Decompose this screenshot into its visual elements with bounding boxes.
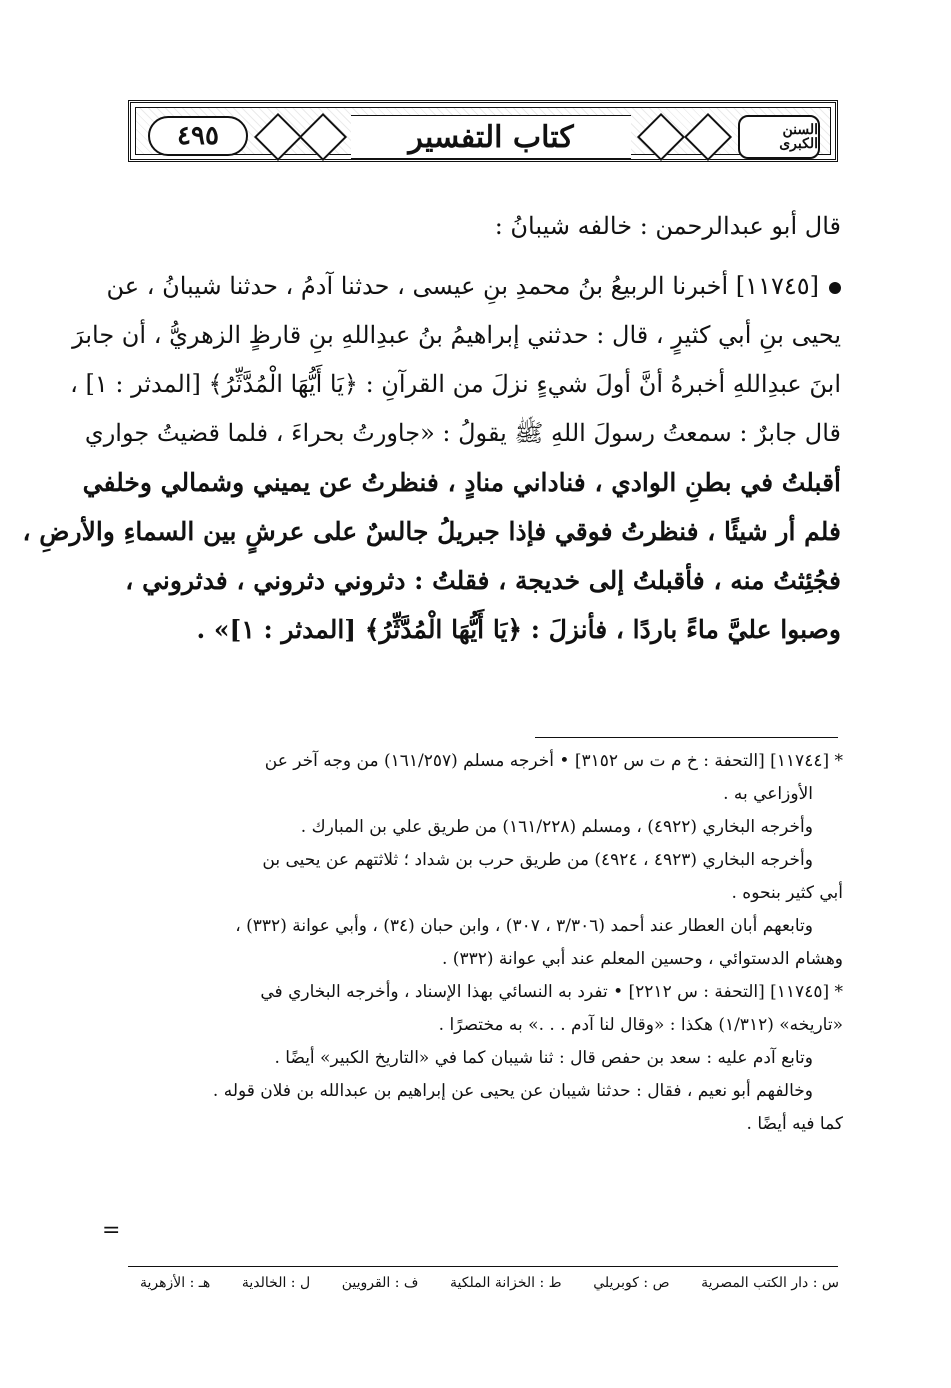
legend-item: ط : الخزانة الملكية [450,1275,562,1291]
page-number: ٤٩٥ [148,116,248,156]
page-header [128,100,838,162]
ornament-knot [299,113,347,161]
footnote-line: كما فيه أيضًا . [746,1114,843,1134]
footnote-line: * [١١٧٤٥] [التحفة : س ٢٢١٢] • تفرد به النسائي بهذا الإسناد ، وأخرجه البخاري في [260,982,843,1002]
hadith-line: فلم أر شيئًا ، فنظرتُ فوقي فإذا جبريلُ جالسٌ على عرشٍ بين السماءِ والأرضِ ، [22,517,841,546]
footnote-line: وهشام الدستوائي ، وحسين المعلم عند أبي عوانة (٣٣٢) . [441,949,843,969]
footnote-line: «تاريخه» (١/٣١٢) هكذا : «وقال لنا آدم . . .» به مختصرًا . [438,1015,843,1035]
manuscript-legend [140,1275,839,1291]
continuation-mark: = [102,1218,121,1243]
legend-rule [128,1266,838,1267]
legend-item: س : دار الكتب المصرية [701,1275,839,1291]
footnote-line: أبي كثير بنحوه . [731,883,843,903]
intro-line: قال أبو عبدالرحمن : خالفه شيبانُ : [494,212,841,240]
hadith-line: يحيى بنِ أبي كثيرٍ ، قال : حدثني إبراهيمُ بنُ عبدِاللهِ بنِ قارظٍ الزهريُّ ، أن جابرَ [72,321,841,349]
legend-item: ص : كوبريلي [593,1275,670,1291]
footnote-line: وأخرجه البخاري (٤٩٢٣ ، ٤٩٢٤) من طريق حرب بن شداد ؛ ثلاثتهم عن يحيى بن [262,850,813,870]
header-ornament [135,107,831,155]
footnote-line: وتابع آدم عليه : سعد بن حفص قال : ثنا شيبان كما في «التاريخ الكبير» أيضًا . [274,1048,813,1068]
ornament-knot [684,113,732,161]
main-text [22,200,841,654]
legend-item: ف : القرويين [341,1275,419,1291]
legend-item: ل : الخالدية [241,1275,311,1291]
hadith-line: فجُئِثتُ منه ، فأقبلتُ إلى خديجة ، فقلتُ : دثروني دثروني ، فدثروني ، [125,566,841,595]
legend-item: هـ : الأزهرية [140,1275,211,1291]
hadith-line: قال جابرٌ : سمعتُ رسولَ اللهِ ﷺ يقولُ : «جاورتُ بحراءَ ، فلما قضيتُ جواري [84,419,841,447]
hadith-line: أقبلتُ في بطنِ الوادي ، فناداني منادٍ ، فنظرتُ عن يميني وشمالي وخلفي [82,468,841,497]
footnote-line: الأوزاعي به . [723,784,813,804]
book-title: كتاب التفسير [351,115,631,159]
hadith-line: وصبوا عليَّ ماءً باردًا ، فأنزلَ : ﴿يَا أَيُّهَا الْمُدَّثِّرُ﴾ [المدثر : ١]» . [196,615,841,644]
footnote-line: وأخرجه البخاري (٤٩٢٢) ، ومسلم (١٦١/٢٢٨) من طريق علي بن المبارك . [300,817,813,837]
footnote-divider [535,737,838,738]
ornament-knot [254,113,302,161]
hadith-line: [١١٧٤٥] أخبرنا الربيعُ بنُ محمدِ بنِ عيسى ، حدثنا آدمُ ، حدثنا شيبانُ ، عن [125,262,841,311]
bullet-icon [829,282,841,294]
hadith-line: ابنَ عبدِاللهِ أخبرهُ أنَّ أولَ شيءٍ نزلَ من القرآنِ : ﴿يَا أَيُّهَا الْمُدَّثِّرُ﴾ [المدثر : ١] ، [70,370,841,398]
footnotes [125,745,843,1141]
series-seal: السنن الكبرى [738,115,820,159]
footnote-line: * [١١٧٤٤] [التحفة : خ م ت س ٣١٥٢] • أخرجه مسلم (١٦١/٢٥٧) من وجه آخر عن [264,751,843,771]
footnote-line: وتابعهم أبان العطار عند أحمد (٣/٣٠٦ ، ٣٠٧) ، وابن حبان (٣٤) ، وأبي عوانة (٣٣٢) ، [235,916,813,936]
footnote-line: وخالفهم أبو نعيم ، فقال : حدثنا شيبان عن يحيى عن إبراهيم بن عبدالله بن فلان قوله . [212,1081,813,1101]
ornament-knot [637,113,685,161]
